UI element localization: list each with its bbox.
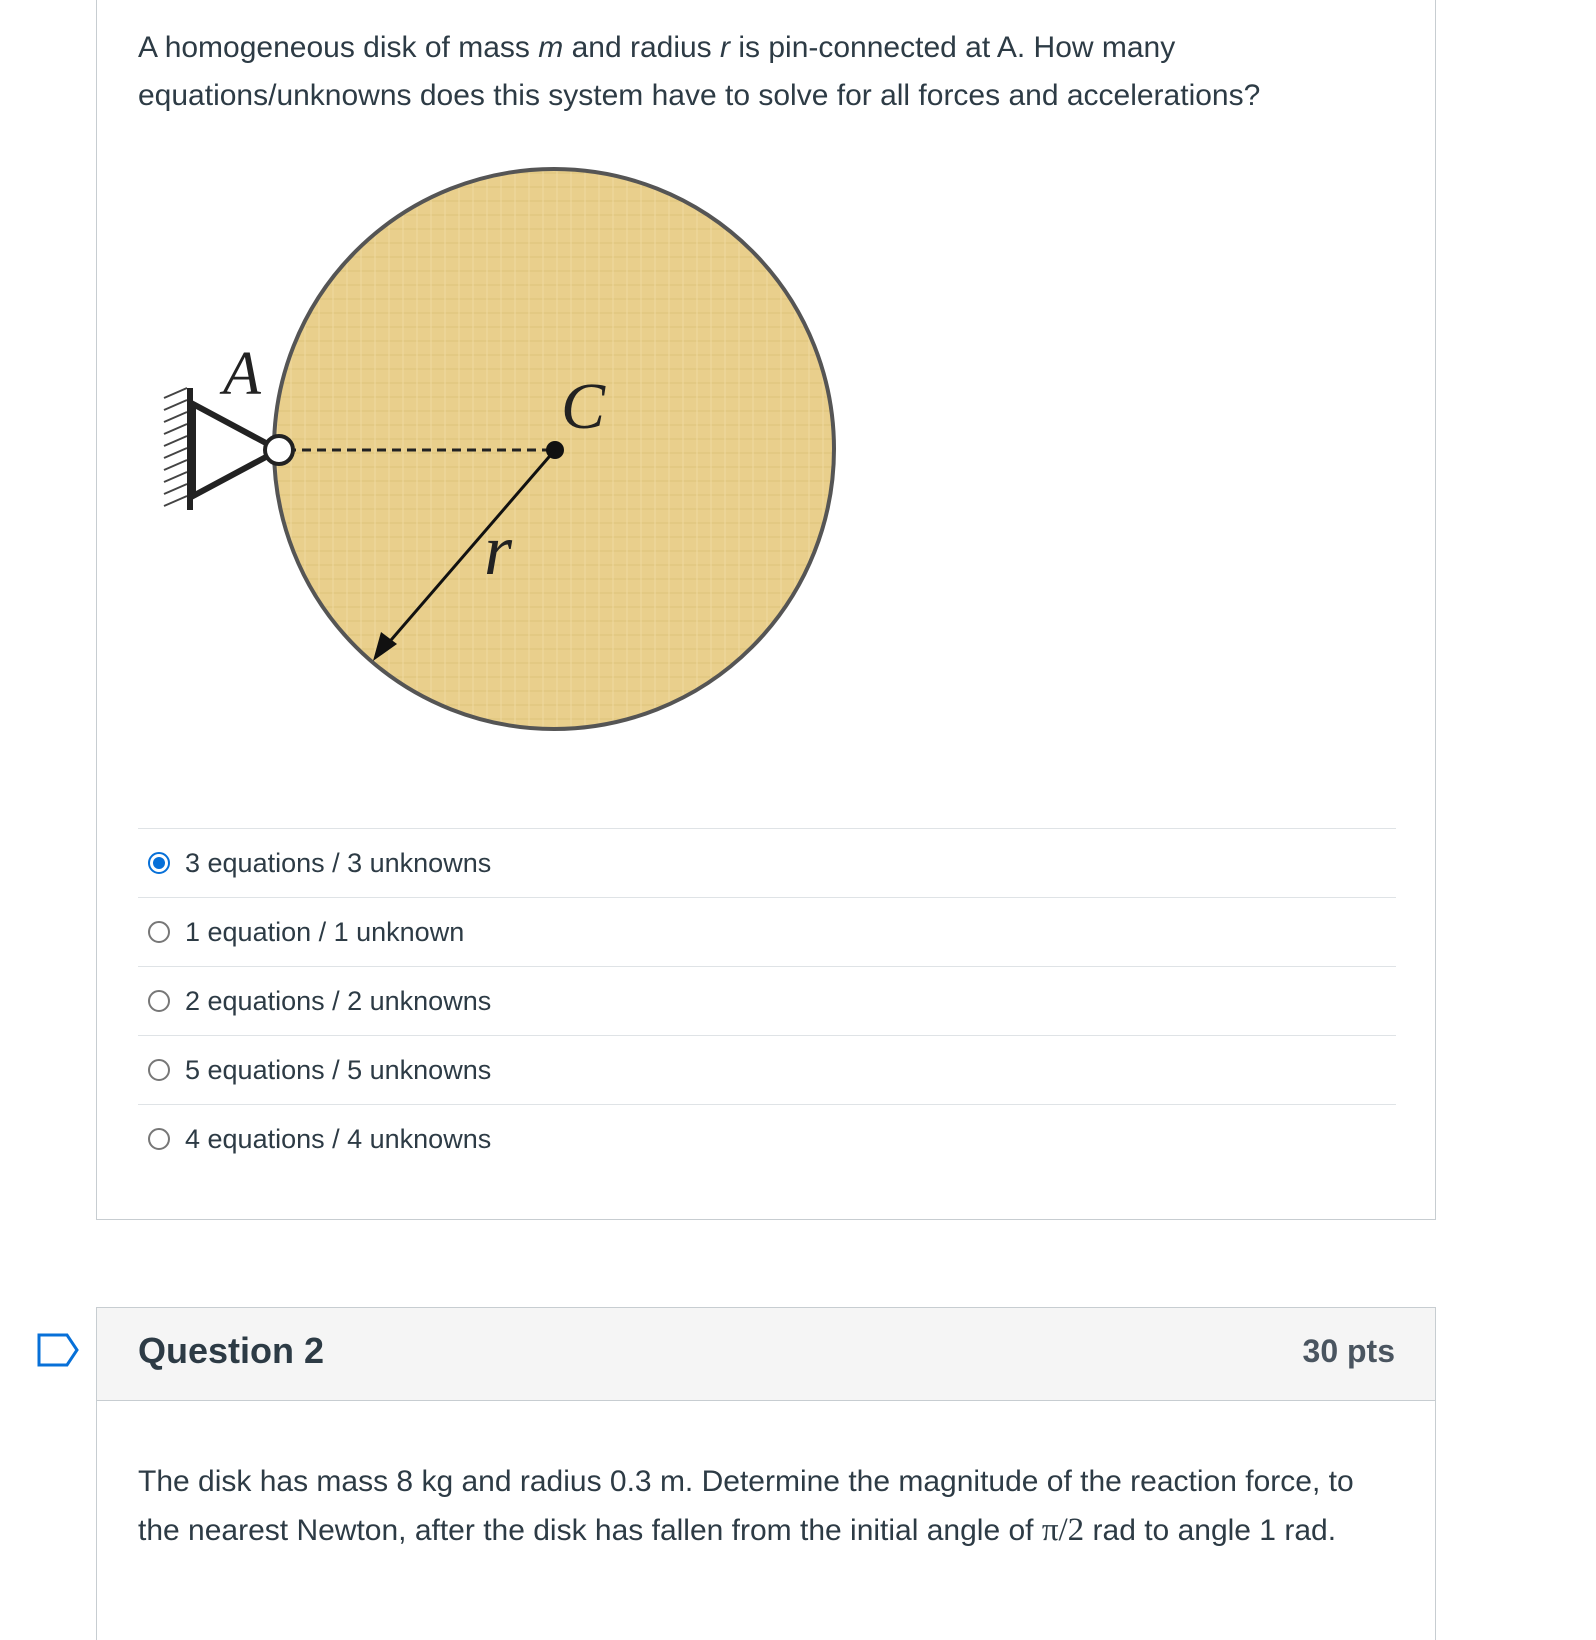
radio-button[interactable]	[148, 1128, 170, 1150]
question-2-title: Question 2	[138, 1330, 325, 1371]
radio-button[interactable]	[148, 1059, 170, 1081]
answer-option-2[interactable]: 1 equation / 1 unknown	[138, 897, 1396, 966]
answer-option-1[interactable]: 3 equations / 3 unknowns	[138, 828, 1396, 897]
answer-list	[138, 828, 1396, 1173]
radio-button-selected[interactable]	[148, 852, 170, 874]
answer-option-3[interactable]: 2 equations / 2 unknowns	[138, 966, 1396, 1035]
radio-button[interactable]	[148, 921, 170, 943]
wall-hatch	[159, 390, 189, 514]
question-1-card	[96, 0, 1436, 1220]
math-angle: π/2	[1041, 1512, 1085, 1548]
label-r: r	[484, 510, 513, 590]
label-c: C	[561, 370, 606, 443]
radio-button[interactable]	[148, 990, 170, 1012]
label-a: A	[223, 340, 261, 408]
question-2-header	[96, 1307, 1436, 1401]
question-1-text: A homogeneous disk of mass m and radius r is pin-connected at A. How many equations/unknowns does this system have to solve for all forces and accelerations?	[138, 31, 1261, 112]
question-2-points: 30 pts	[1302, 1333, 1395, 1369]
disk-figure	[159, 166, 959, 746]
answer-option-4[interactable]: 5 equations / 5 unknowns	[138, 1035, 1396, 1104]
question-2-card	[96, 1400, 1436, 1640]
question-2-text: The disk has mass 8 kg and radius 0.3 m. Determine the magnitude of the reaction force, to the nearest Newton, after the disk has fallen from the initial angle of π/2 rad to angle 1 rad.	[138, 1465, 1354, 1548]
flag-question-icon[interactable]	[37, 1333, 79, 1367]
pin-a	[265, 436, 293, 464]
answer-option-5[interactable]: 4 equations / 4 unknowns	[138, 1104, 1396, 1173]
